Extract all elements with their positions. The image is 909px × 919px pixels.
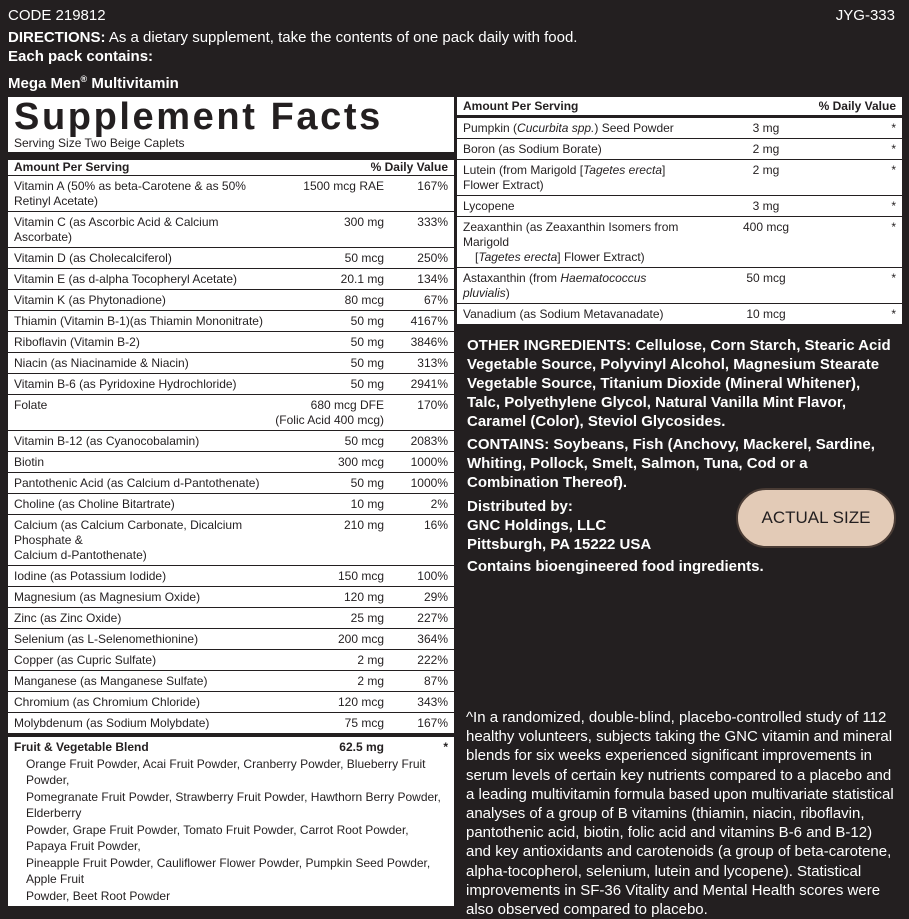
nutrient-name — [14, 398, 274, 428]
nutrient-amount — [274, 653, 384, 668]
nutrient-row — [457, 304, 902, 325]
nutrient-name-line: Vitamin K (as Phytonadione) — [14, 293, 166, 307]
col-amount-header: Amount Per Serving — [463, 99, 579, 113]
nutrient-dv: 313% — [417, 356, 448, 370]
nutrient-amount: 2 mg — [752, 163, 780, 177]
nutrient-name-line: Pantothenic Acid (as Calcium d-Pantothenate) — [14, 476, 260, 490]
facts-column-header — [8, 160, 454, 176]
nutrient-name — [14, 314, 274, 329]
nutrient-name — [14, 251, 274, 266]
nutrient-dv: 2% — [430, 497, 448, 511]
nutrient-dv: * — [891, 142, 896, 156]
nutrient-amount — [274, 497, 384, 512]
directions-label: DIRECTIONS: — [8, 29, 106, 46]
actual-size-caplet — [736, 488, 896, 548]
nutrient-amount-line: 120 mg — [343, 590, 384, 604]
nutrient-name-line — [463, 199, 696, 214]
nutrient-name-latin: Cucurbita spp. — [517, 121, 595, 135]
nutrient-row — [457, 160, 902, 196]
nutrient-row — [457, 196, 902, 217]
nutrient-amount-line: (Folic Acid 400 mcg) — [275, 413, 384, 427]
nutrient-dv: 100% — [417, 569, 448, 583]
nutrient-amount — [274, 215, 384, 245]
nutrient-dv: 2083% — [410, 434, 448, 448]
nutrient-name-latin: Tagetes erecta — [583, 163, 662, 177]
nutrient-name-text: ) — [505, 286, 510, 300]
directions-text: As a dietary supplement, take the contents of one pack daily with food. — [105, 29, 578, 46]
nutrient-name-text: Lycopene — [463, 199, 515, 213]
nutrient-name-line: Molybdenum (as Sodium Molybdate) — [14, 716, 210, 730]
nutrient-dv: * — [891, 307, 896, 321]
nutrient-amount-line: 2 mg — [357, 653, 384, 667]
product-name-main: Mega Men — [8, 75, 81, 92]
nutrient-amount: 400 mcg — [742, 220, 790, 234]
nutrient-name — [14, 695, 274, 710]
nutrient-amount — [274, 518, 384, 563]
nutrient-name-text: ] Flower Extract) — [463, 163, 666, 192]
nutrient-name — [14, 293, 274, 308]
nutrient-amount-line: 50 mg — [350, 356, 384, 370]
nutrient-name — [463, 121, 696, 136]
nutrient-amount-line: 2 mg — [357, 674, 384, 688]
nutrient-amount — [274, 476, 384, 491]
nutrient-name-line — [463, 163, 696, 193]
nutrient-name-line: Biotin — [14, 455, 45, 469]
caplet-label: ACTUAL SIZE — [761, 508, 871, 527]
nutrient-row — [8, 176, 454, 212]
nutrient-amount-line: 20.1 mg — [340, 272, 384, 286]
nutrient-dv: 167% — [417, 179, 448, 193]
nutrient-name — [463, 271, 696, 301]
nutrient-amount — [274, 335, 384, 350]
nutrient-name-text: Boron (as Sodium Borate) — [463, 142, 602, 156]
col-amount-header: Amount Per Serving — [14, 160, 130, 174]
nutrient-dv: 222% — [417, 653, 448, 667]
nutrient-name — [14, 455, 274, 470]
other-ingredients: OTHER INGREDIENTS: Cellulose, Corn Starch, Stearic Acid Vegetable Source, Polyvinyl Alcohol, Magnesium Stearate Vegetable Source, Titanium Dioxide (Mineral Whitener), Talc, Polyethylene Glycol, Natural Vanilla Mint Flavor, Caramel (Color), Steviol Glycosides. — [467, 337, 891, 430]
nutrient-name-line: Niacin (as Niacinamide & Niacin) — [14, 356, 189, 370]
col-dv-header: % Daily Value — [818, 99, 896, 113]
blend-line: Pomegranate Fruit Powder, Strawberry Fruit Powder, Hawthorn Berry Powder, Elderberry — [26, 789, 441, 820]
nutrient-name — [463, 199, 696, 214]
nutrient-name-line — [463, 307, 696, 322]
nutrient-amount-line: 210 mg — [343, 518, 384, 532]
facts2-column-header — [457, 97, 902, 118]
nutrient-dv: 67% — [423, 293, 448, 307]
nutrient-amount-line: 25 mg — [350, 611, 384, 625]
nutrient-name — [463, 163, 696, 193]
nutrient-row — [8, 452, 454, 473]
blend-line: Orange Fruit Powder, Acai Fruit Powder, Cranberry Powder, Blueberry Fruit Powder, — [26, 756, 426, 787]
nutrient-name-line: Copper (as Cupric Sulfate) — [14, 653, 157, 667]
registered-mark: ® — [80, 74, 88, 84]
nutrient-name-text: Zeaxanthin (as Zeaxanthin Isomers from Marigold — [463, 220, 679, 249]
nutrient-name — [14, 356, 274, 371]
nutrient-dv: 167% — [417, 716, 448, 730]
nutrient-name — [14, 272, 274, 287]
nutrient-row — [457, 139, 902, 160]
nutrient-amount-line: 80 mcg — [344, 293, 384, 307]
nutrient-amount: 3 mg — [752, 121, 780, 135]
nutrient-name-line — [463, 142, 696, 157]
col-dv-header: % Daily Value — [370, 160, 448, 174]
nutrient-dv: 333% — [417, 215, 448, 229]
nutrient-name — [14, 653, 274, 668]
nutrient-dv: * — [891, 271, 896, 285]
nutrient-dv: 16% — [423, 518, 448, 532]
dv-footnote — [457, 325, 902, 326]
nutrient-row — [457, 268, 902, 304]
nutrient-amount — [274, 632, 384, 647]
nutrient-name-line: Choline (as Choline Bitartrate) — [14, 497, 175, 511]
nutrient-dv: 364% — [417, 632, 448, 646]
nutrient-row — [8, 290, 454, 311]
nutrient-dv: 227% — [417, 611, 448, 625]
nutrient-name-line — [463, 121, 696, 136]
product-name-suffix: Multivitamin — [87, 75, 179, 92]
nutrient-row — [8, 332, 454, 353]
nutrient-amount — [274, 398, 384, 428]
nutrient-row — [8, 353, 454, 374]
nutrient-name-line — [463, 271, 696, 301]
distributor-address: Pittsburgh, PA 15222 USA — [467, 536, 652, 553]
nutrient-name — [14, 179, 274, 209]
nutrient-amount: 3 mg — [752, 199, 780, 213]
nutrient-name — [14, 590, 274, 605]
nutrient-name-text: [ — [475, 250, 479, 264]
nutrient-row — [8, 494, 454, 515]
nutrient-amount-line: 50 mg — [350, 335, 384, 349]
allergen-contains: CONTAINS: Soybeans, Fish (Anchovy, Mackerel, Sardine, Whiting, Pollock, Smelt, Salmon, Tuna, Cod or a Combination Thereof). — [467, 436, 875, 491]
nutrient-name — [463, 142, 696, 157]
nutrient-name-line: Riboflavin (Vitamin B-2) — [14, 335, 140, 349]
nutrient-name-line: Thiamin (Vitamin B-1)(as Thiamin Mononitrate) — [14, 314, 263, 328]
nutrient-name — [463, 307, 696, 322]
nutrient-dv: * — [891, 199, 896, 213]
nutrient-row — [8, 515, 454, 566]
nutrient-row — [8, 650, 454, 671]
serving-size: Serving Size Two Beige Caplets — [14, 136, 185, 150]
nutrient-row — [8, 395, 454, 431]
nutrient-amount-line: 680 mcg DFE — [310, 398, 384, 412]
nutrient-name — [14, 497, 274, 512]
nutrient-name-text: Lutein (from Marigold [ — [463, 163, 584, 177]
nutrient-amount-line: 150 mcg — [337, 569, 384, 583]
blend-dv: * — [443, 740, 448, 754]
nutrient-dv: 134% — [417, 272, 448, 286]
nutrient-amount: 10 mcg — [746, 307, 786, 321]
nutrient-name-line: Iodine (as Potassium Iodide) — [14, 569, 167, 583]
nutrient-row — [8, 374, 454, 395]
nutrient-amount-line: 75 mcg — [344, 716, 384, 730]
nutrient-amount — [274, 674, 384, 689]
nutrient-amount-line: 50 mg — [350, 314, 384, 328]
nutrient-name-line: Calcium (as Calcium Carbonate, Dicalcium Phosphate & — [14, 518, 243, 547]
nutrient-name — [14, 632, 274, 647]
nutrient-name-latin: Haematococcus pluvialis — [463, 271, 647, 300]
product-code: CODE 219812 — [8, 7, 106, 24]
nutrient-name — [14, 476, 274, 491]
nutrient-amount — [274, 377, 384, 392]
nutrient-amount-line: 50 mg — [350, 476, 384, 490]
directions — [8, 29, 577, 47]
nutrient-amount — [274, 611, 384, 626]
bioengineered-notice: Contains bioengineered food ingredients. — [467, 558, 764, 575]
nutrient-amount-line: 50 mcg — [344, 434, 384, 448]
lot-code: JYG-333 — [835, 7, 895, 24]
nutrient-dv: 3846% — [410, 335, 448, 349]
nutrient-name-line: Vitamin A (50% as beta-Carotene & as 50% Retinyl Acetate) — [14, 179, 246, 208]
nutrient-row — [8, 473, 454, 494]
nutrient-amount-line: 50 mcg — [344, 251, 384, 265]
nutrient-row — [8, 311, 454, 332]
nutrient-amount — [274, 356, 384, 371]
distributor-label: Distributed by: — [467, 498, 573, 515]
nutrient-name-text: Pumpkin ( — [463, 121, 518, 135]
nutrient-amount — [274, 569, 384, 584]
nutrient-row — [457, 217, 902, 268]
nutrient-dv: 1000% — [410, 455, 448, 469]
nutrient-dv: 343% — [417, 695, 448, 709]
nutrient-amount-line: 120 mcg — [337, 695, 384, 709]
nutrient-row — [8, 248, 454, 269]
nutrient-row — [8, 566, 454, 587]
nutrient-name-line: Vitamin C (as Ascorbic Acid & Calcium Ascorbate) — [14, 215, 219, 244]
nutrient-name-line: Vitamin D (as Cholecalciferol) — [14, 251, 172, 265]
nutrient-amount: 50 mcg — [746, 271, 786, 285]
nutrient-amount-line: 300 mcg — [337, 455, 384, 469]
nutrient-dv: * — [891, 163, 896, 177]
nutrient-dv: 4167% — [410, 314, 448, 328]
nutrient-dv: 1000% — [410, 476, 448, 490]
nutrient-row — [8, 713, 454, 737]
nutrient-dv: * — [891, 121, 896, 135]
nutrient-amount-line: 300 mg — [343, 215, 384, 229]
nutrient-name-line: Folate — [14, 398, 48, 412]
nutrient-amount — [274, 716, 384, 731]
blend-name: Fruit & Vegetable Blend — [14, 740, 149, 754]
thick-divider — [8, 152, 454, 160]
nutrient-list-continued — [457, 118, 902, 325]
clinical-study-note: ^In a randomized, double-blind, placebo-controlled study of 112 healthy volunteers, subjects taking the GNC vitamin and mineral blends for six weeks experienced significant improvements in serum levels of certain key nutrients compared to a placebo and a leading multivitamin formula based upon multivariate statistical analyses of a group of B vitamins (thiamin, niacin, riboflavin, pantothenic acid, biotin, folic acid and vitamins B-6 and B-12) and key antioxidants and carotenoids (a group of beta-carotene, alpha-tocopherol, selenium, lutein and lycopene). Statistical improvements in SF-36 Vitality and Mental Health scores were also observed compared to placebo. — [466, 709, 894, 919]
nutrient-amount — [274, 293, 384, 308]
product-name — [8, 75, 179, 93]
blend-line: Powder, Grape Fruit Powder, Tomato Fruit Powder, Carrot Root Powder, Papaya Fruit Powder, — [26, 822, 409, 853]
nutrient-name-line — [463, 220, 696, 250]
nutrient-name-line: Chromium (as Chromium Chloride) — [14, 695, 201, 709]
nutrient-name-line: Vitamin E (as d-alpha Tocopheryl Acetate) — [14, 272, 238, 286]
nutrient-name-line: Vitamin B-6 (as Pyridoxine Hydrochloride) — [14, 377, 237, 391]
nutrient-dv: 29% — [423, 590, 448, 604]
distributor-company: GNC Holdings, LLC — [467, 517, 607, 534]
nutrient-name — [14, 569, 274, 584]
nutrient-name-line: Zinc (as Zinc Oxide) — [14, 611, 122, 625]
nutrient-name — [14, 335, 274, 350]
nutrient-dv: 170% — [417, 398, 448, 412]
nutrient-name — [14, 716, 274, 731]
distributor-info — [467, 497, 747, 554]
nutrient-name-text: Vanadium (as Sodium Metavanadate) — [463, 307, 664, 321]
fruit-vegetable-blend — [8, 737, 454, 907]
nutrient-amount-line: 1500 mcg RAE — [303, 179, 384, 193]
nutrient-amount-line: 200 mcg — [337, 632, 384, 646]
nutrient-amount — [274, 434, 384, 449]
nutrient-row — [8, 608, 454, 629]
nutrient-name — [14, 215, 274, 245]
nutrient-name — [14, 377, 274, 392]
nutrient-name-line: Magnesium (as Magnesium Oxide) — [14, 590, 201, 604]
nutrient-list — [8, 176, 454, 737]
blend-header — [14, 739, 448, 756]
nutrient-row — [8, 671, 454, 692]
nutrient-amount — [274, 695, 384, 710]
nutrient-row — [8, 629, 454, 650]
blend-amount: 62.5 mg — [339, 740, 384, 754]
nutrient-row — [8, 212, 454, 248]
nutrient-name — [14, 518, 274, 563]
nutrient-name-latin: Tagetes erecta — [478, 250, 558, 264]
nutrient-name — [463, 220, 696, 265]
nutrient-row — [8, 587, 454, 608]
nutrient-dv: * — [891, 220, 896, 234]
nutrient-amount — [274, 455, 384, 470]
nutrient-name-text: Astaxanthin (from — [463, 271, 561, 285]
nutrient-name-line: Calcium d-Pantothenate) — [14, 548, 147, 562]
nutrient-amount — [274, 179, 384, 209]
nutrient-row — [8, 269, 454, 290]
nutrient-name-text: ) Seed Powder — [594, 121, 674, 135]
nutrient-dv: 87% — [423, 674, 448, 688]
nutrient-row — [8, 431, 454, 452]
nutrient-amount-line: 50 mg — [350, 377, 384, 391]
nutrient-amount — [274, 272, 384, 287]
supplement-facts-title: Supplement Facts — [14, 97, 383, 138]
nutrient-name — [14, 674, 274, 689]
blend-line: Powder, Beet Root Powder — [26, 888, 171, 903]
nutrient-amount-line: 10 mg — [350, 497, 384, 511]
nutrient-amount — [274, 590, 384, 605]
nutrient-name-line — [463, 250, 696, 265]
nutrient-row — [457, 118, 902, 139]
nutrient-name-line: Selenium (as L-Selenomethionine) — [14, 632, 199, 646]
supplement-facts-continued-panel — [457, 97, 902, 326]
nutrient-name-text: ] Flower Extract) — [557, 250, 645, 264]
blend-line: Pineapple Fruit Powder, Cauliflower Flower Powder, Pumpkin Seed Powder, Apple Fruit — [26, 855, 431, 886]
nutrient-amount — [274, 251, 384, 266]
nutrient-amount — [274, 314, 384, 329]
nutrient-name — [14, 434, 274, 449]
nutrient-name — [14, 611, 274, 626]
nutrient-amount: 2 mg — [752, 142, 780, 156]
nutrient-dv: 250% — [417, 251, 448, 265]
nutrient-row — [8, 692, 454, 713]
nutrient-name-line: Vitamin B-12 (as Cyanocobalamin) — [14, 434, 200, 448]
nutrient-dv: 2941% — [410, 377, 448, 391]
supplement-facts-panel — [8, 97, 454, 907]
pack-contains: Each pack contains: — [8, 48, 154, 65]
nutrient-name-line: Manganese (as Manganese Sulfate) — [14, 674, 208, 688]
